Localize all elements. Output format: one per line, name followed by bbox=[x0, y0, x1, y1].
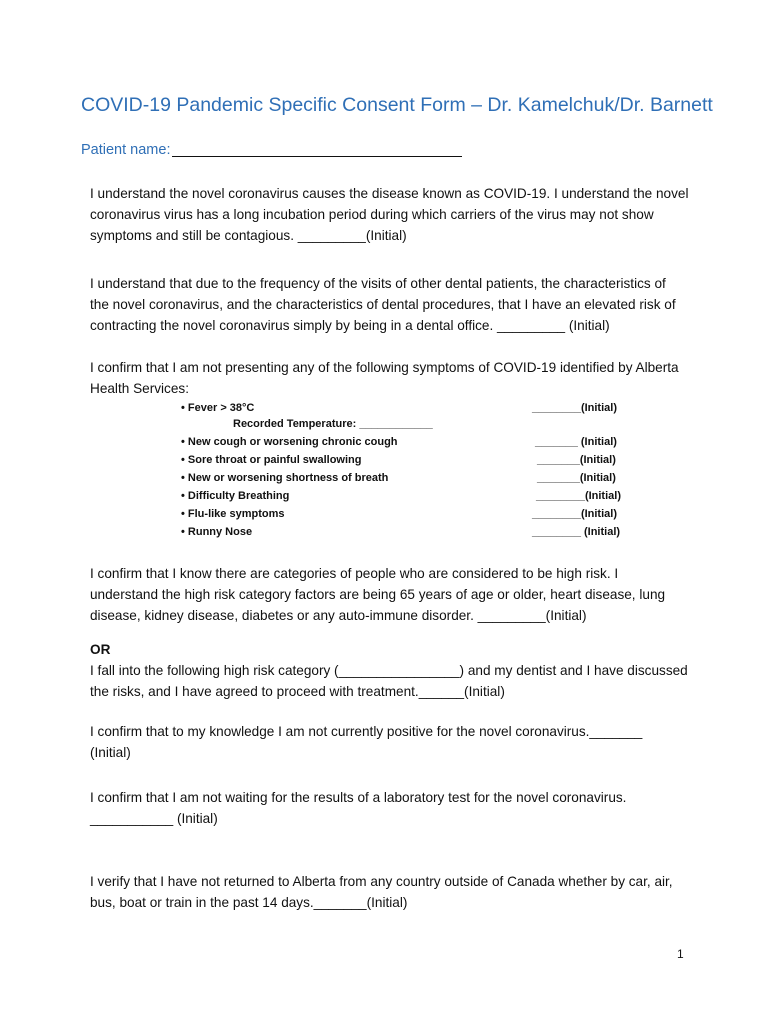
text-line: Health Services: bbox=[90, 381, 189, 396]
text-line: I confirm that I know there are categories of people who are considered to be high risk. I bbox=[90, 566, 619, 581]
paragraph-incubation bbox=[90, 183, 690, 246]
symptom-difficulty-breathing-initial[interactable]: ________(Initial) bbox=[536, 490, 621, 502]
symptom-sore-throat-initial[interactable]: _______(Initial) bbox=[537, 454, 616, 466]
page-number: 1 bbox=[677, 947, 684, 961]
recorded-temperature[interactable]: Recorded Temperature: ____________ bbox=[233, 418, 433, 430]
symptom-fever: • Fever > 38°C bbox=[181, 402, 255, 414]
text-line: understand the high risk category factors are being 65 years of age or older, heart disease, lung bbox=[90, 587, 666, 602]
symptom-shortness-of-breath: • New or worsening shortness of breath bbox=[181, 472, 389, 484]
symptom-cough-initial[interactable]: _______ (Initial) bbox=[535, 436, 617, 448]
text-line: I understand that due to the frequency of the visits of other dental patients, the characteristics of bbox=[90, 276, 666, 291]
text-line: disease, kidney disease, diabetes or any auto-immune disorder. _________(Initial) bbox=[90, 608, 587, 623]
paragraph-travel bbox=[90, 871, 690, 913]
paragraph-not-positive bbox=[90, 721, 690, 763]
text-line: the novel coronavirus, and the characteristics of dental procedures, that I have an elevated risk of bbox=[90, 297, 676, 312]
patient-name-field bbox=[81, 140, 462, 158]
text-line: ___________ (Initial) bbox=[90, 811, 218, 826]
text-line: coronavirus virus has a long incubation period during which carriers of the virus may not show bbox=[90, 207, 654, 222]
patient-name-label: Patient name: bbox=[81, 142, 171, 158]
symptom-cough: • New cough or worsening chronic cough bbox=[181, 436, 398, 448]
text-line: I confirm that I am not presenting any of the following symptoms of COVID-19 identified by Alberta bbox=[90, 360, 679, 375]
text-line: symptoms and still be contagious. _________(Initial) bbox=[90, 228, 407, 243]
symptom-runny-nose: • Runny Nose bbox=[181, 526, 253, 538]
symptom-flu-like-initial[interactable]: ________(Initial) bbox=[532, 508, 617, 520]
paragraph-symptoms-intro bbox=[90, 357, 690, 399]
text-line: I understand the novel coronavirus causes the disease known as COVID-19. I understand the novel bbox=[90, 186, 689, 201]
patient-name-blank[interactable] bbox=[172, 140, 462, 157]
text-line: the risks, and I have agreed to proceed with treatment.______(Initial) bbox=[90, 684, 505, 699]
symptom-difficulty-breathing: • Difficulty Breathing bbox=[181, 490, 290, 502]
paragraph-elevated-risk bbox=[90, 273, 690, 336]
text-line: (Initial) bbox=[90, 745, 131, 760]
text-line: I verify that I have not returned to Alberta from any country outside of Canada whether by car, air, bbox=[90, 874, 673, 889]
symptom-fever-initial[interactable]: ________(Initial) bbox=[532, 402, 617, 414]
symptom-sore-throat: • Sore throat or painful swallowing bbox=[181, 454, 362, 466]
text-line: I confirm that I am not waiting for the results of a laboratory test for the novel coronavirus. bbox=[90, 790, 627, 805]
text-line: I confirm that to my knowledge I am not currently positive for the novel coronavirus._______ bbox=[90, 724, 643, 739]
paragraph-or bbox=[90, 639, 690, 702]
symptom-flu-like: • Flu-like symptoms bbox=[181, 508, 285, 520]
paragraph-lab-test bbox=[90, 787, 690, 829]
text-line: I fall into the following high risk category (________________) and my dentist and I have discussed bbox=[90, 663, 688, 678]
form-title: COVID-19 Pandemic Specific Consent Form – Dr. Kamelchuk/Dr. Barnett bbox=[81, 94, 713, 116]
symptom-runny-nose-initial[interactable]: ________ (Initial) bbox=[532, 526, 621, 538]
text-line: bus, boat or train in the past 14 days._______(Initial) bbox=[90, 895, 408, 910]
or-heading: OR bbox=[90, 642, 111, 657]
symptom-shortness-of-breath-initial[interactable]: _______(Initial) bbox=[537, 472, 616, 484]
text-line: contracting the novel coronavirus simply by being in a dental office. _________ (Initial) bbox=[90, 318, 610, 333]
paragraph-high-risk bbox=[90, 563, 690, 626]
